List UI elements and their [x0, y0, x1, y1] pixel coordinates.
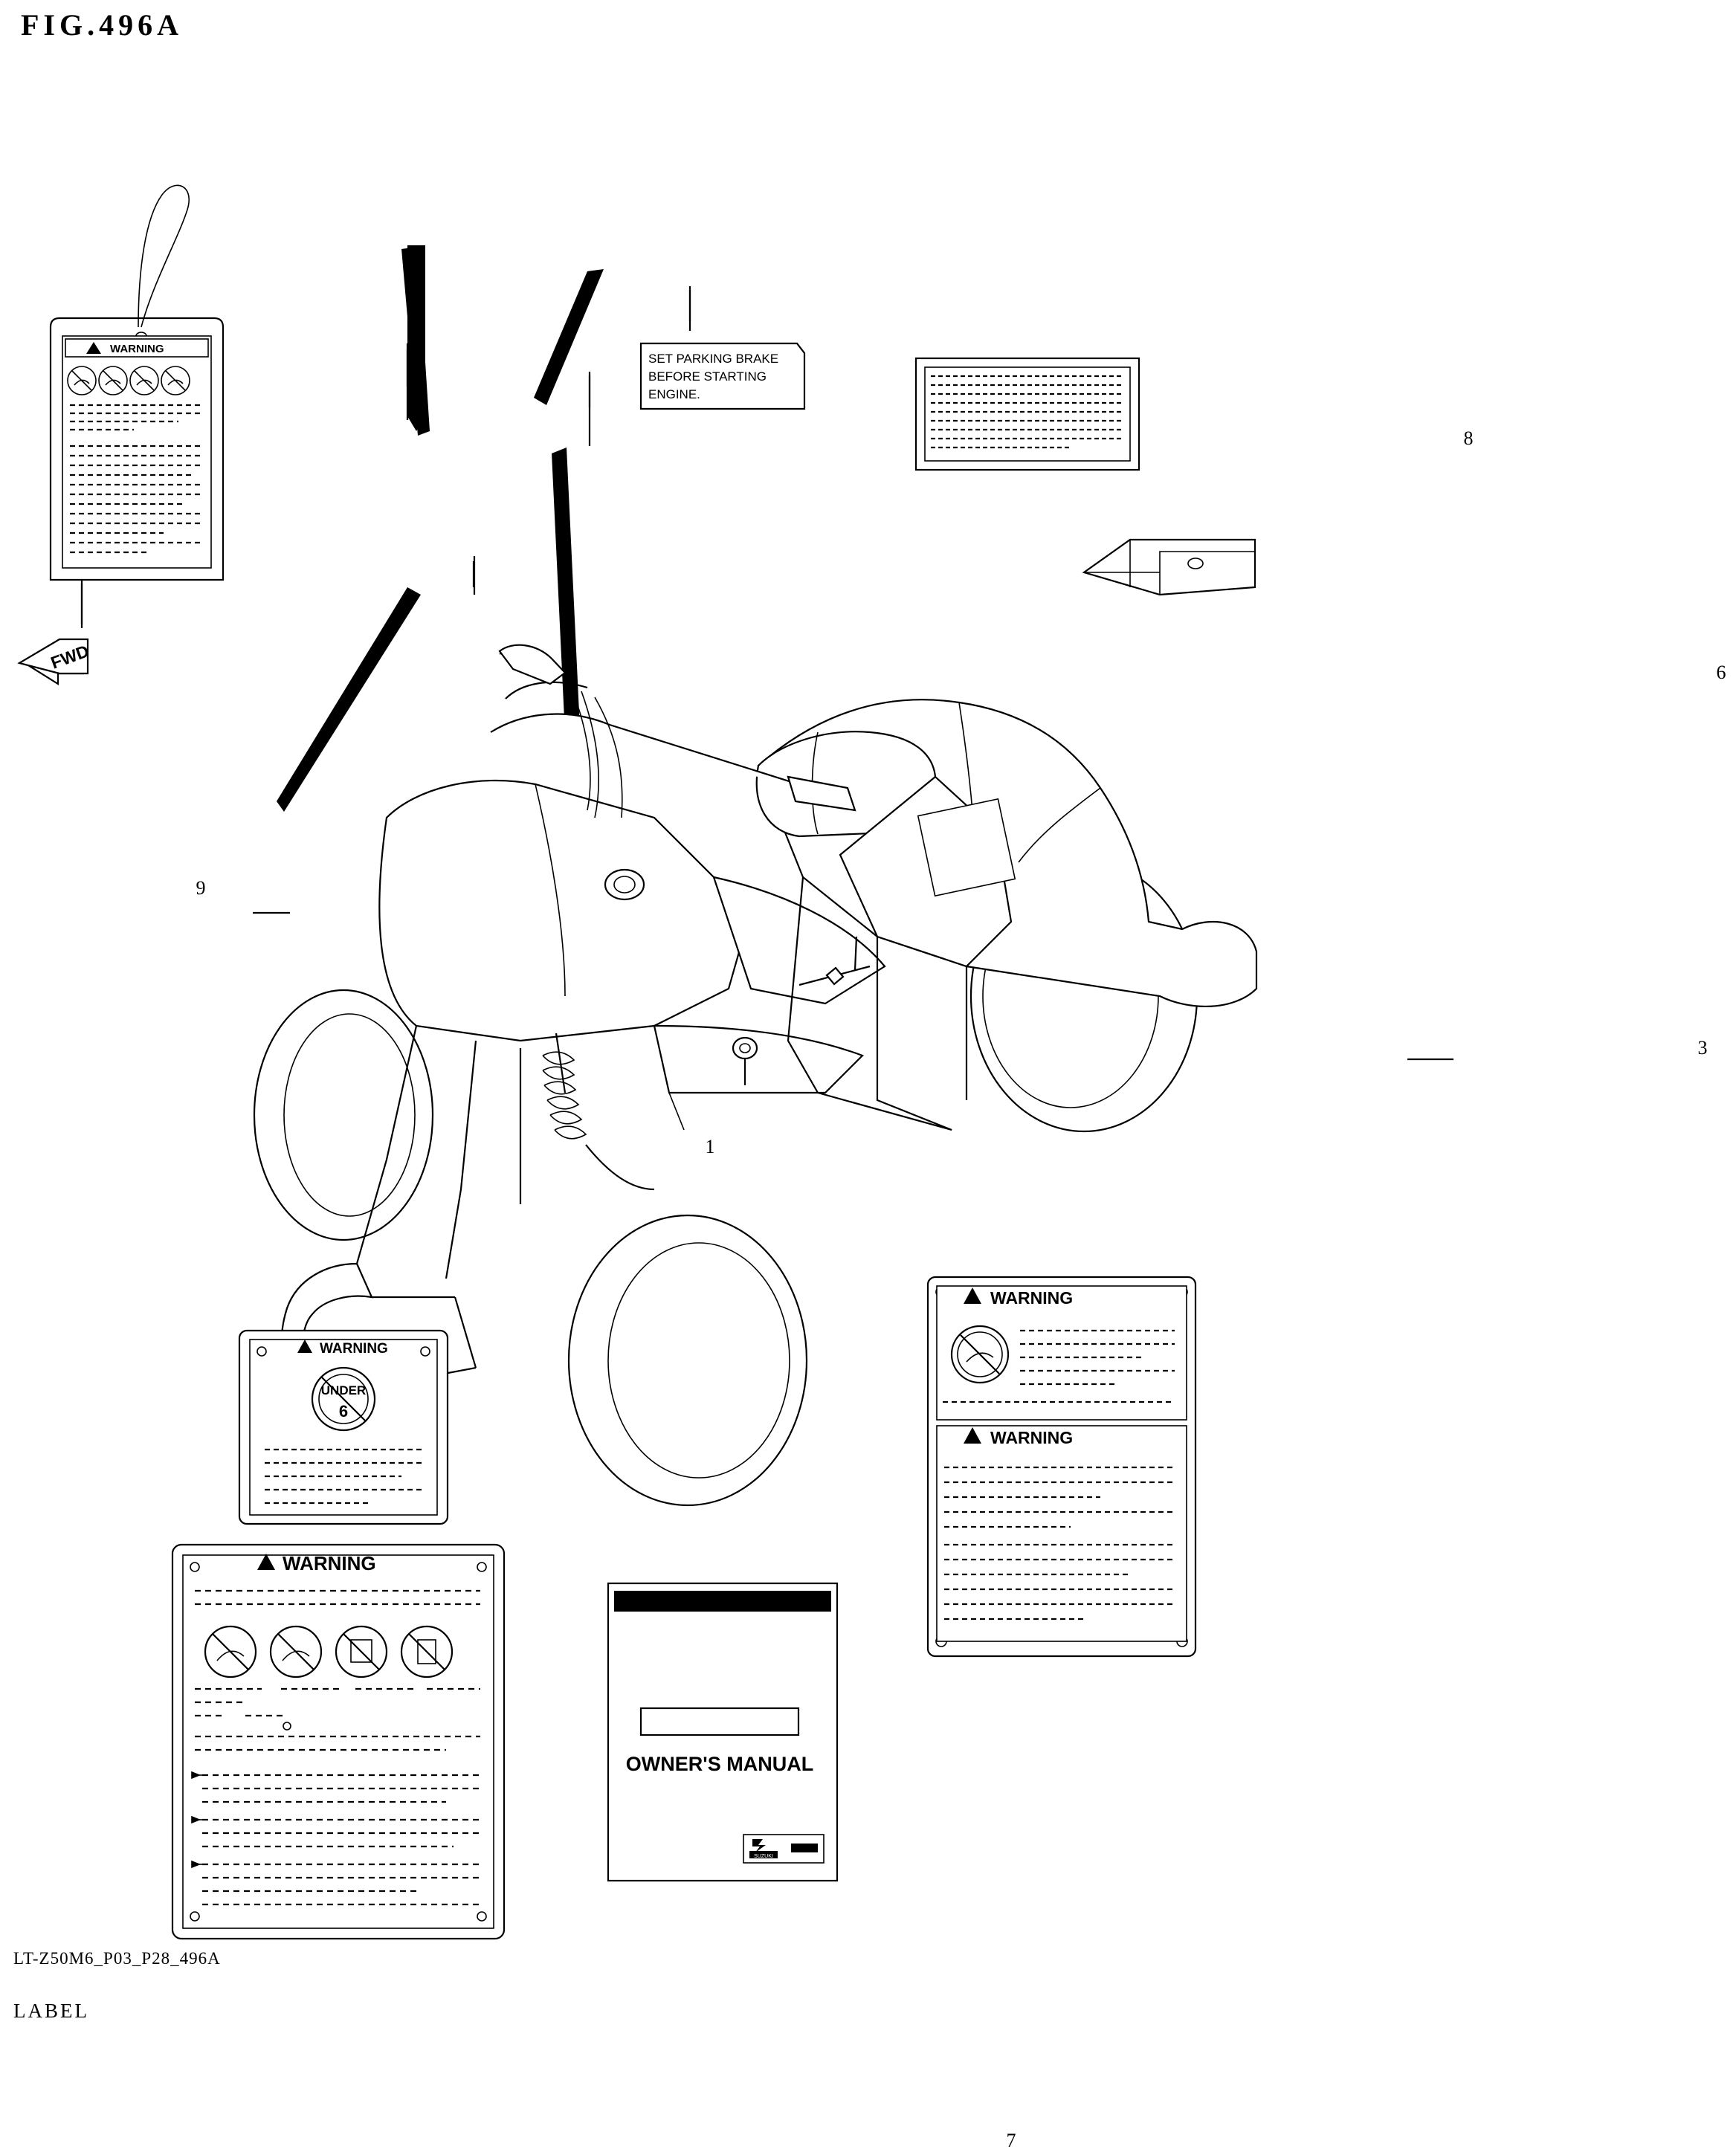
callout-7: 7 [1006, 2130, 1016, 2151]
owners-manual [608, 1583, 837, 1881]
parking-brake-line-3: ENGINE. [648, 387, 700, 401]
parking-brake-line-2: BEFORE STARTING [648, 369, 767, 384]
spec-label [916, 358, 1139, 470]
parking-brake-line-1: SET PARKING BRAKE [648, 352, 779, 366]
pointer-2-wedge [401, 247, 430, 436]
callout-8: 8 [1463, 427, 1474, 449]
callout-3: 3 [1697, 1037, 1708, 1059]
age-warning-label [239, 1331, 448, 1524]
figure-footer-code: LT-Z50M6_P03_P28_496A [13, 1949, 221, 1968]
figure-footer-label: LABEL [13, 2000, 89, 2022]
warning-label-right-bottom [937, 1426, 1187, 1641]
large-warning-heading: WARNING [283, 1552, 376, 1574]
age-warning-pictogram-bottom: 6 [338, 1402, 349, 1421]
callout-9: 9 [196, 877, 206, 899]
owners-manual-title: OWNER'S MANUAL [625, 1753, 814, 1775]
warning-label-right-pair [928, 1277, 1195, 1656]
right-warning-top-heading: WARNING [990, 1288, 1074, 1308]
hang-tag-warning-heading: WARNING [110, 343, 164, 355]
suzuki-logo-text: SUZUKI [754, 1854, 773, 1859]
hang-tag-warning [51, 185, 223, 580]
age-warning-heading: WARNING [320, 1341, 388, 1357]
figure-title: FIG.496A [21, 8, 183, 42]
right-warning-bottom-heading: WARNING [990, 1428, 1074, 1447]
pointer-1-wedge [277, 587, 421, 812]
age-warning-pictogram-top: UNDER [320, 1383, 367, 1397]
pouch-part [1084, 540, 1255, 595]
callout-6: 6 [1716, 662, 1726, 683]
warning-label-large-lower [172, 1545, 504, 1939]
fwd-arrow-label: FWD [48, 641, 91, 673]
parking-brake-label [641, 343, 804, 409]
callout-1: 1 [705, 1136, 715, 1157]
